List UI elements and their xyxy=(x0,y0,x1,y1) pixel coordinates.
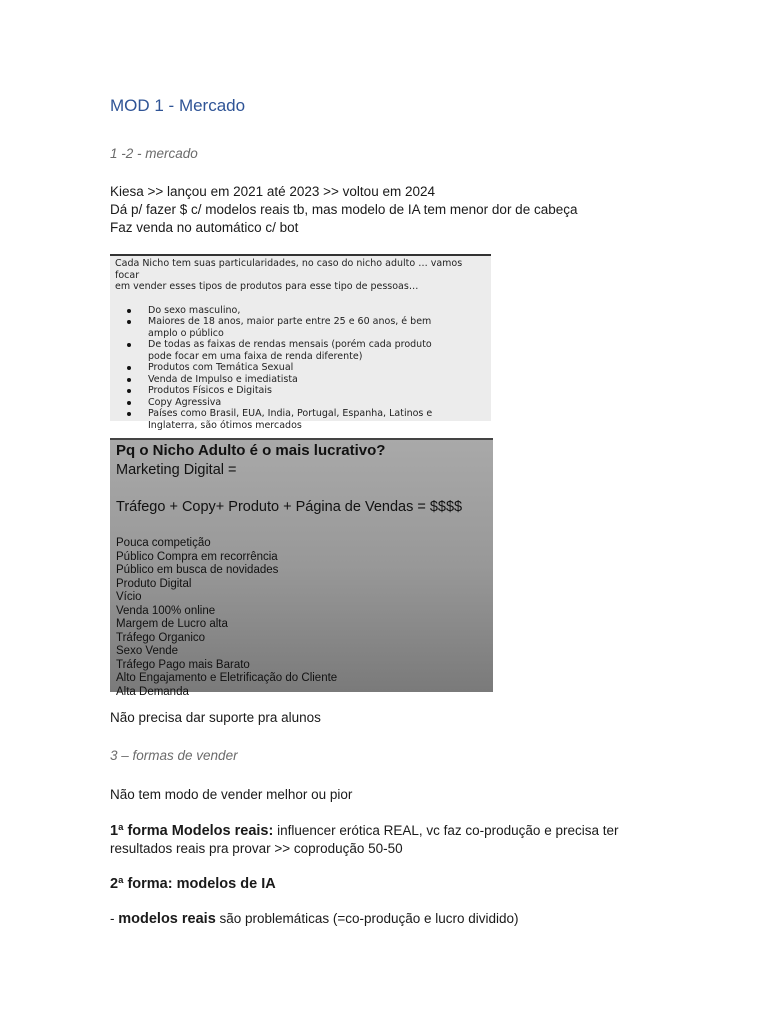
bullet-item: Países como Brasil, EUA, India, Portugal, Espanha, Latinos e Inglaterra, são ótimos mercados xyxy=(115,408,458,431)
reason-item: Público em busca de novidades xyxy=(116,564,279,576)
reason-item: Alto Engajamento e Eletrificação do Cliente xyxy=(116,672,338,684)
paragraph-line: Dá p/ fazer $ c/ modelos reais tb, mas modelo de IA tem menor dor de cabeça xyxy=(110,202,578,217)
screenshot-title: Pq o Nicho Adulto é o mais lucrativo? xyxy=(116,442,386,459)
note-text: são problemáticas (=co-produção e lucro dividido) xyxy=(215,911,519,926)
paragraph-line: Não tem modo de vender melhor ou pior xyxy=(110,787,353,802)
page-title: MOD 1 - Mercado xyxy=(110,96,246,115)
bullet-item: Produtos com Temática Sexual xyxy=(115,362,486,374)
form1-paragraph xyxy=(110,822,618,840)
bullet-item: Do sexo masculino, xyxy=(115,305,486,317)
screenshot-intro-line: Cada Nicho tem suas particularidades, no caso do nicho adulto … vamos focar xyxy=(115,258,463,281)
paragraph-line: Faz venda no automático c/ bot xyxy=(110,220,299,235)
bullet-item: Copy Agressiva xyxy=(115,397,486,409)
embedded-screenshot-audience xyxy=(110,254,491,431)
reason-item: Público Compra em recorrência xyxy=(116,550,278,563)
note-prefix: - xyxy=(110,911,119,926)
reason-item: Sexo Vende xyxy=(116,645,179,657)
audience-bullet-list xyxy=(115,305,486,432)
reason-item: Margem de Lucro alta xyxy=(116,618,228,630)
reason-item: Pouca competição xyxy=(116,537,211,549)
screenshot-formula: Tráfego + Copy+ Produto + Página de Vendas = $$$$ xyxy=(116,499,463,515)
bullet-item: Produtos Físicos e Digitais xyxy=(115,385,486,397)
reason-item: Tráfego Pago mais Barato xyxy=(116,658,250,671)
reason-item: Produto Digital xyxy=(116,577,192,590)
form1-label: 1ª forma Modelos reais: xyxy=(110,823,274,839)
embedded-screenshot-lucrativo xyxy=(110,438,493,698)
screenshot-intro xyxy=(115,258,486,293)
section-heading-formas: 3 – formas de vender xyxy=(110,748,238,763)
reason-item: Vício xyxy=(116,591,142,603)
bullet-item: De todas as faixas de rendas mensais (porém cada produto pode focar em uma faixa de renda diferente) xyxy=(115,339,448,362)
section-heading-mercado: 1 -2 - mercado xyxy=(110,146,198,161)
paragraph-line: Kiesa >> lançou em 2021 até 2023 >> voltou em 2024 xyxy=(110,184,435,199)
reason-item: Tráfego Organico xyxy=(116,631,206,644)
reasons-list xyxy=(116,537,487,699)
form2-heading: 2ª forma: modelos de IA xyxy=(110,876,276,892)
bullet-item: Maiores de 18 anos, maior parte entre 25 e 60 anos, é bem amplo o público xyxy=(115,316,448,339)
form1-text: influencer erótica REAL, vc faz co-produção e precisa ter xyxy=(273,823,619,838)
paragraph-line: resultados reais pra provar >> coprodução 50-50 xyxy=(110,841,403,856)
reason-item: Venda 100% online xyxy=(116,604,216,617)
screenshot-intro-line: em vender esses tipos de produtos para esse tipo de pessoas… xyxy=(115,281,419,292)
note-bold: modelos reais xyxy=(118,911,216,927)
screenshot-subtitle: Marketing Digital = xyxy=(116,462,237,478)
paragraph-line: Não precisa dar suporte pra alunos xyxy=(110,710,321,725)
reason-item: Alta Demanda xyxy=(116,685,189,698)
note-paragraph xyxy=(110,910,519,928)
bullet-item: Venda de Impulso e imediatista xyxy=(115,374,486,386)
